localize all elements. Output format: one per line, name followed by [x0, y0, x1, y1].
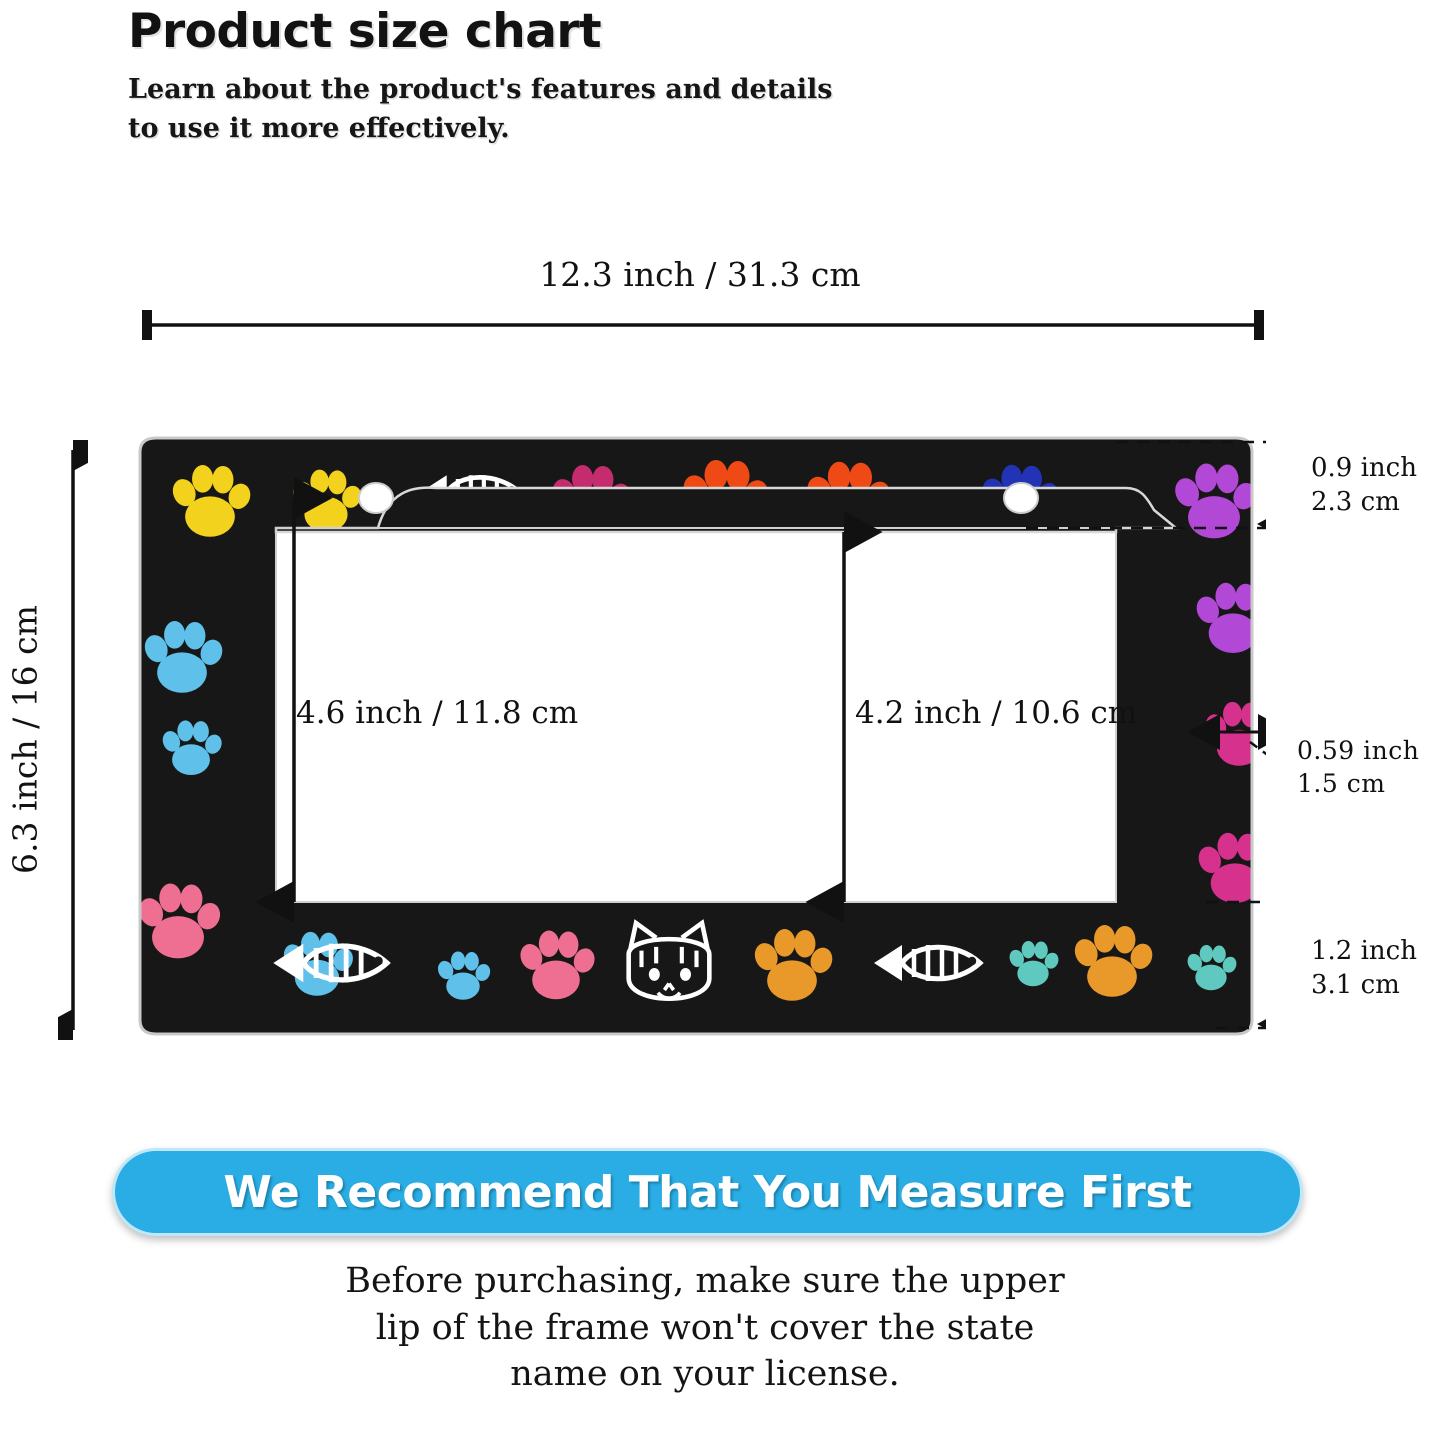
overall-width-arrow [142, 310, 1264, 340]
overall-height-arrow [58, 440, 88, 1040]
license-plate-frame-illustration [126, 432, 1266, 1040]
header [128, 6, 1128, 148]
side-rail-inch: 0.59 inch [1297, 736, 1420, 765]
bottom-rail-inch: 1.2 inch [1311, 936, 1417, 966]
footer-line-3: name on your license. [510, 1354, 900, 1395]
measure-first-banner [112, 1148, 1303, 1236]
bottom-rail-cm: 3.1 cm [1311, 969, 1400, 1000]
side-rail-callout [1297, 735, 1419, 800]
top-lip-inch: 0.9 inch [1311, 453, 1417, 483]
page-title: Product size chart [128, 4, 602, 59]
banner-text: We Recommend That You Measure First [223, 1166, 1192, 1218]
overall-height-label: 6.3 inch / 16 cm [5, 605, 45, 874]
footer-line-1: Before purchasing, make sure the upper [345, 1261, 1065, 1301]
overall-width-label: 12.3 inch / 31.3 cm [539, 255, 861, 294]
inner-height-left-label: 4.6 inch / 11.8 cm [296, 695, 579, 731]
footer-note [160, 1258, 1250, 1398]
bottom-rail-callout [1311, 935, 1417, 1003]
side-rail-cm: 1.5 cm [1297, 768, 1386, 798]
subtitle-line-2: to use it more effectively. [128, 112, 510, 144]
subtitle-line-1: Learn about the product's features and details [128, 73, 833, 105]
top-lip-callout [1311, 452, 1417, 520]
footer-line-2: lip of the frame won't cover the state [375, 1307, 1035, 1348]
page-subtitle [128, 70, 1128, 148]
inner-height-right-label: 4.2 inch / 10.6 cm [855, 695, 1138, 731]
top-lip-cm: 2.3 cm [1311, 486, 1400, 517]
